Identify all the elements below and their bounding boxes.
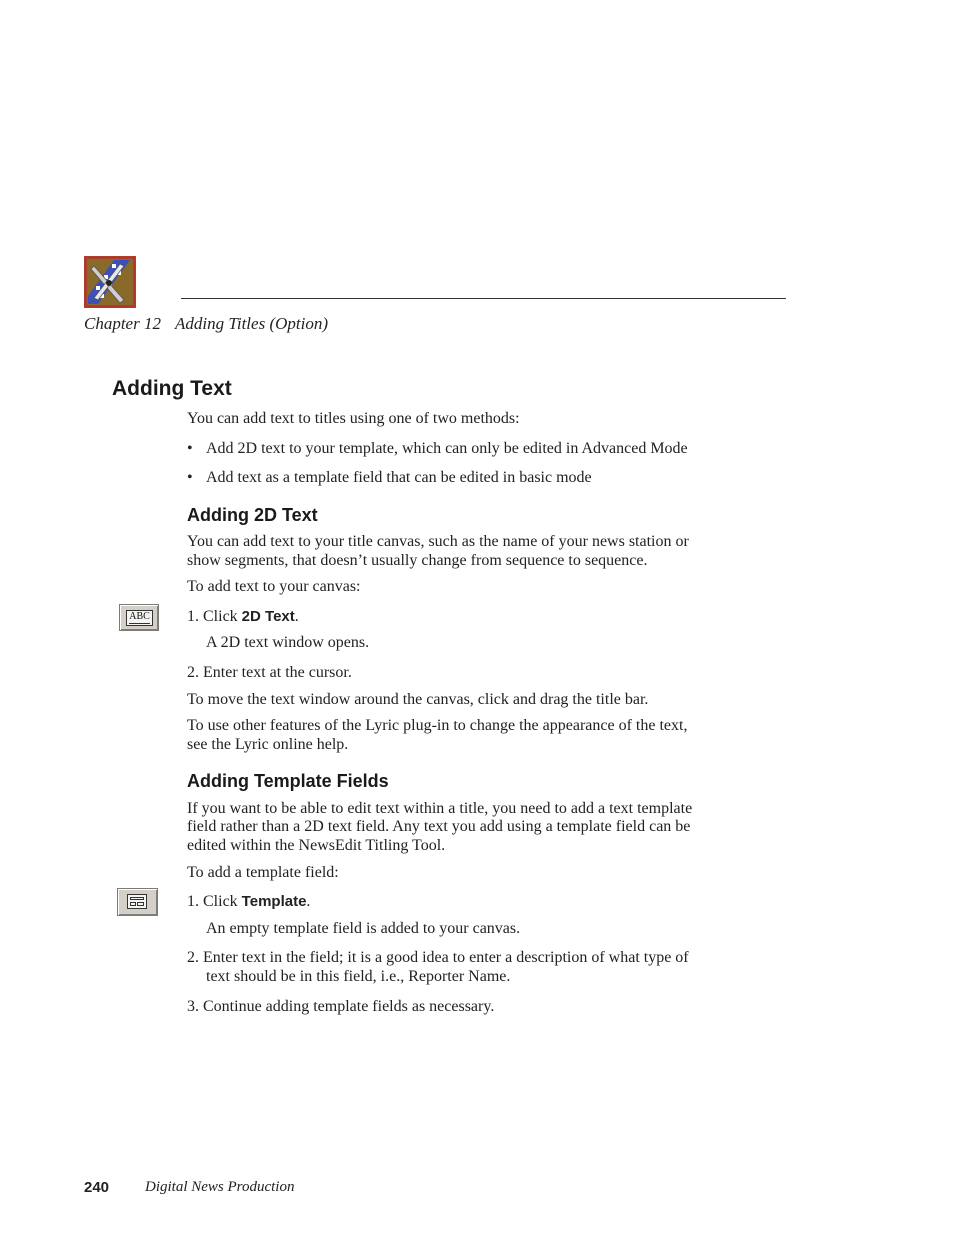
page-number: 240 [84, 1179, 110, 1196]
command-template: Template [241, 893, 307, 910]
template-icon [127, 894, 147, 909]
step-3-template: 3. Continue adding template fields as necessary. [187, 998, 495, 1015]
paragraph: show segments, that doesn’t usually change from sequence to sequence. [187, 552, 648, 569]
subsection-title-2d: Adding 2D Text [187, 505, 318, 525]
paragraph: If you want to be able to edit text within a title, you need to add a text template [187, 800, 693, 817]
chapter-header [84, 314, 328, 334]
subsection-title-template: Adding Template Fields [187, 771, 389, 791]
chapter-label: Chapter 12 [84, 314, 161, 333]
step-2-continuation: text should be in this field, i.e., Reporter Name. [206, 968, 511, 985]
newsedit-logo-icon [84, 256, 136, 308]
step-result: An empty template field is added to your canvas. [206, 920, 521, 937]
step-2-template: 2. Enter text in the field; it is a good idea to enter a description of what type of [187, 949, 689, 966]
command-2d-text: 2D Text [241, 608, 295, 625]
paragraph: To add text to your canvas: [187, 578, 361, 595]
paragraph: see the Lyric online help. [187, 736, 349, 753]
book-title: Digital News Production [145, 1179, 295, 1195]
header-rule [181, 298, 786, 299]
bullet-item: • Add 2D text to your template, which can only be edited in Advanced Mode [187, 440, 688, 457]
step-2-2d: 2. Enter text at the cursor. [187, 664, 352, 681]
template-button[interactable] [117, 888, 158, 916]
step-1-2d: 1. Click 2D Text. [187, 608, 299, 625]
paragraph: To use other features of the Lyric plug-in to change the appearance of the text, [187, 717, 688, 734]
paragraph: To add a template field: [187, 864, 339, 881]
step-result: A 2D text window opens. [206, 634, 370, 651]
abc-icon: ABC [126, 610, 153, 626]
bullet-item: • Add text as a template field that can be edited in basic mode [187, 469, 592, 486]
2d-text-button[interactable] [119, 604, 159, 631]
step-1-template: 1. Click Template. [187, 893, 311, 910]
section-title: Adding Text [112, 377, 232, 400]
paragraph: To move the text window around the canvas, click and drag the title bar. [187, 691, 649, 708]
paragraph: You can add text to your title canvas, such as the name of your news station or [187, 533, 689, 550]
paragraph: edited within the NewsEdit Titling Tool. [187, 837, 446, 854]
chapter-title: Adding Titles (Option) [174, 314, 328, 333]
section-intro: You can add text to titles using one of two methods: [187, 410, 520, 427]
paragraph: field rather than a 2D text field. Any text you add using a template field can be [187, 818, 691, 835]
